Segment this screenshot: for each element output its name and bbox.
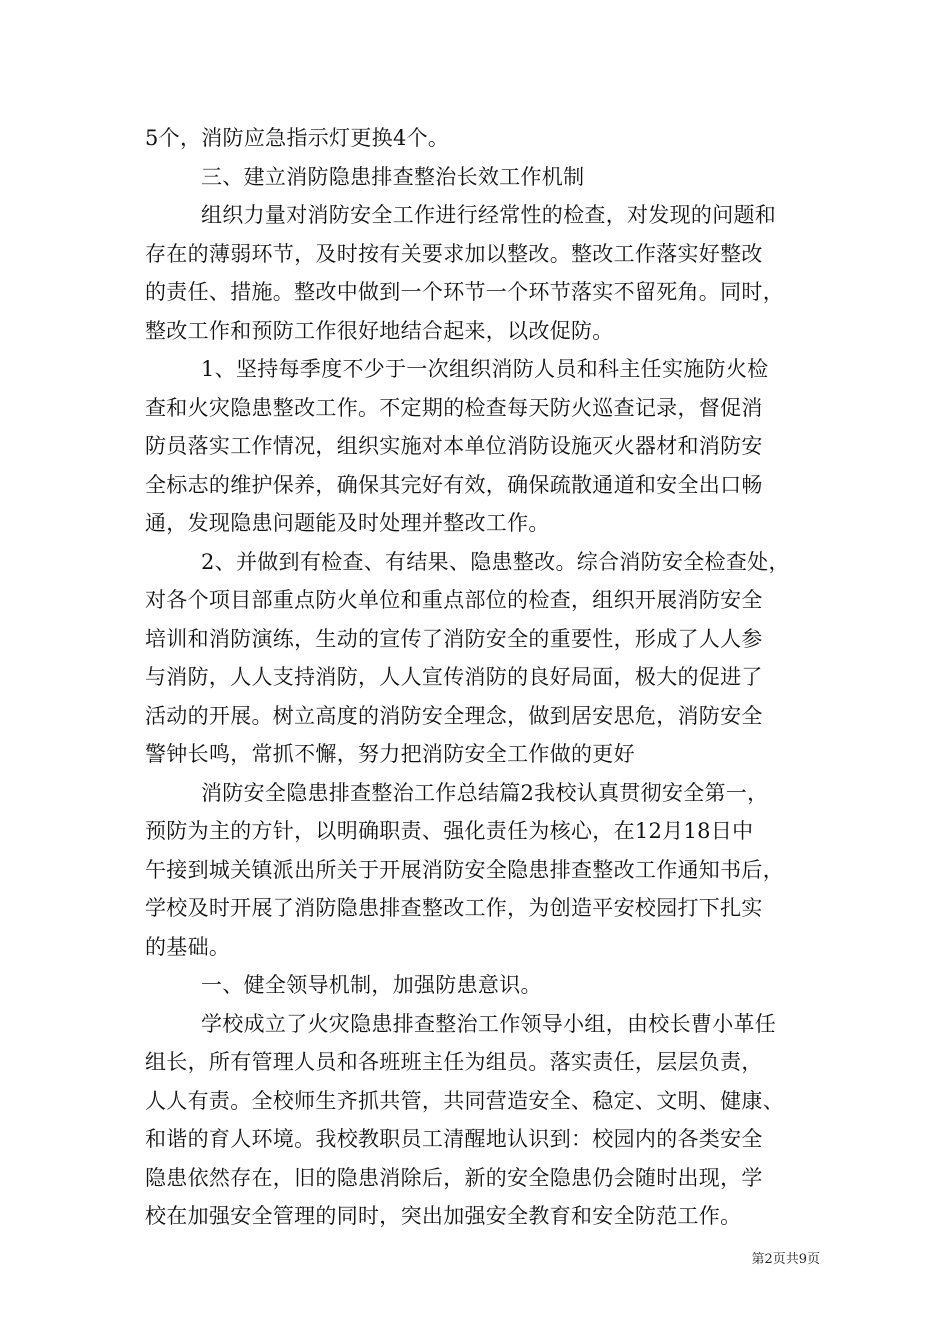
document-body <box>145 119 817 1236</box>
text-line: 2、并做到有检查、有结果、隐患整改。综合消防安全检查处， <box>201 549 790 574</box>
text-line: 组长，所有管理人员和各班班主任为组员。落实责任，层层负责， <box>145 1050 763 1074</box>
text-line: 消防安全隐患排查整治工作总结篇2我校认真贯彻安全第一， <box>201 780 769 805</box>
text-line: 全标志的维护保养，确保其完好有效，确保疏散通道和安全出口畅 <box>145 472 763 497</box>
text-line: 午接到城关镇派出所关于开展消防安全隐患排查整改工作通知书后， <box>145 857 784 882</box>
text-line: 存在的薄弱环节，及时按有关要求加以整改。整改工作落实好整改 <box>145 241 763 266</box>
text-line: 5个，消防应急指示灯更换4个。 <box>145 126 450 150</box>
text-line: 预防为主的方针，以明确职责、强化责任为核心，在12月18日中 <box>145 819 754 843</box>
text-line: 对各个项目部重点防火单位和重点部位的检查，组织开展消防安全 <box>145 588 763 612</box>
text-line: 查和火灾隐患整改工作。不定期的检查每天防火巡查记录，督促消 <box>145 395 763 420</box>
text-line: 活动的开展。树立高度的消防安全理念，做到居安思危，消防安全 <box>145 703 763 728</box>
text-line: 1、坚持每季度不少于一次组织消防人员和科主任实施防火检 <box>201 357 769 381</box>
text-line: 学校成立了火灾隐患排查整治工作领导小组，由校长曹小革任 <box>201 1011 777 1036</box>
text-line: 整改工作和预防工作很好地结合起来，以改促防。 <box>145 318 614 343</box>
text-line: 的基础。 <box>145 934 231 959</box>
text-line: 和谐的育人环境。我校教职员工清醒地认识到：校园内的各类安全 <box>145 1127 763 1151</box>
text-line: 与消防，人人支持消防，人人宣传消防的良好局面，极大的促进了 <box>145 665 763 689</box>
text-line: 校在加强安全管理的同时，突出加强安全教育和安全防范工作。 <box>145 1204 742 1228</box>
text-line: 人人有责。全校师生齐抓共管，共同营造安全、稳定、文明、健康、 <box>145 1088 784 1113</box>
page-number-footer: 第2页共9页 <box>751 1252 820 1267</box>
text-line: 通，发现隐患问题能及时处理并整改工作。 <box>145 511 550 535</box>
text-line: 警钟长鸣，常抓不懈，努力把消防安全工作做的更好 <box>145 742 635 766</box>
text-line: 的责任、措施。整改中做到一个环节一个环节落实不留死角。同时， <box>145 280 784 304</box>
text-line: 学校及时开展了消防隐患排查整改工作，为创造平安校园打下扎实 <box>145 896 763 920</box>
text-line: 防员落实工作情况，组织实施对本单位消防设施灭火器材和消防安 <box>145 434 763 458</box>
text-line: 培训和消防演练，生动的宣传了消防安全的重要性，形成了人人参 <box>145 626 763 651</box>
text-line: 组织力量对消防安全工作进行经常性的检查，对发现的问题和 <box>201 203 777 227</box>
text-line: 一、健全领导机制，加强防患意识。 <box>201 973 542 997</box>
text-line: 隐患依然存在，旧的隐患消除后，新的安全隐患仍会随时出现，学 <box>145 1165 763 1190</box>
text-line: 三、建立消防隐患排查整治长效工作机制 <box>201 164 585 189</box>
